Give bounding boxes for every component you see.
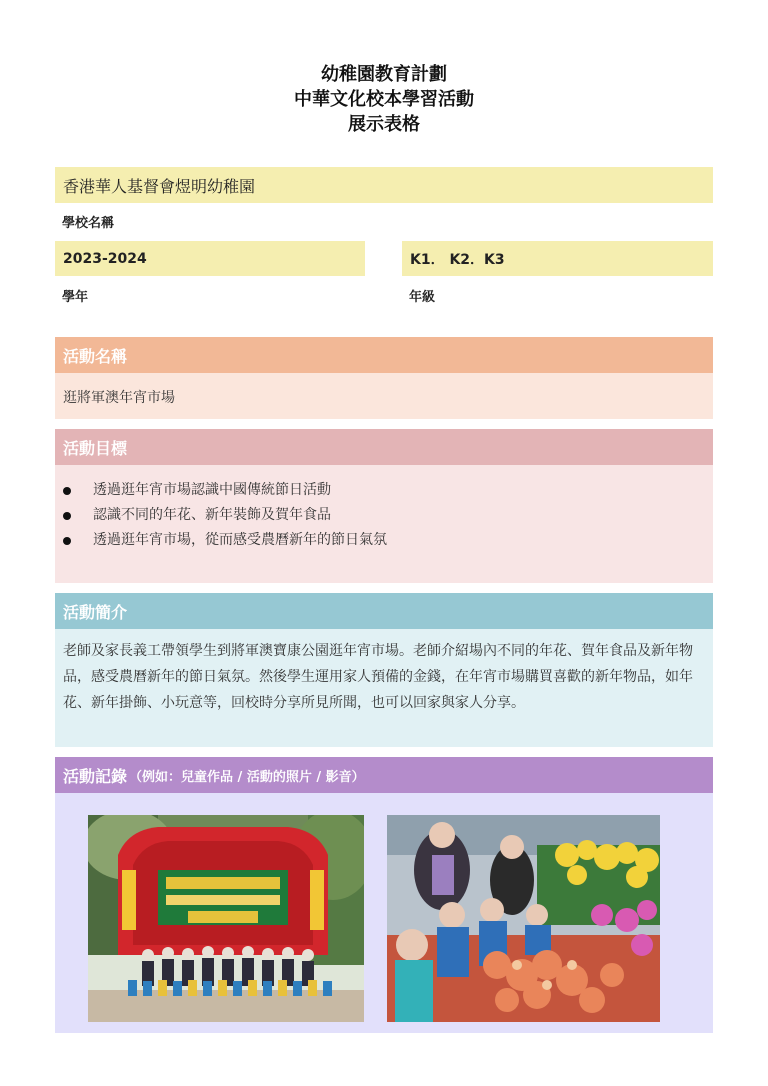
objectives-list [55, 465, 713, 553]
activity-name-heading-text: 活動名稱 [63, 346, 128, 366]
list-item: 透過逛年宵市場，從而感受農曆新年的節日氣氛 [55, 528, 713, 553]
flower-market-photo-image [387, 815, 660, 1022]
objectives-body [55, 465, 713, 583]
grade-label: 年級 [409, 290, 436, 305]
school-name-label: 學校名稱 [62, 216, 115, 231]
title-line-1: 幼稚園教育計劃 [321, 64, 447, 85]
school-year-field [55, 241, 365, 276]
group-photo [88, 815, 364, 1022]
bullet-icon [63, 512, 71, 520]
bullet-icon [63, 487, 71, 495]
intro-text: 老師及家長義工帶領學生到將軍澳寶康公園逛年宵市場。老師介紹場內不同的年花、賀年食品及新年物品，感受農曆新年的節日氣氛。然後學生運用家人預備的金錢，在年宵市場購買喜歡的新年物品，如年花、新年掛飾、小玩意等，回校時分享所見所聞，也可以回家與家人分享。 [63, 643, 693, 711]
records-heading-note: （例如：兒童作品 / 活動的照片 / 影音） [129, 769, 365, 785]
activity-name-value: 逛將軍澳年宵市場 [63, 390, 175, 406]
document-title [0, 62, 768, 137]
grade-field [402, 241, 713, 276]
school-name-value: 香港華人基督會煜明幼稚園 [63, 176, 256, 196]
school-year-label: 學年 [62, 290, 89, 305]
group-photo-image [88, 815, 364, 1022]
grade-value: K1． K2．K3 [410, 251, 505, 268]
school-year-value: 2023-2024 [63, 250, 147, 267]
records-heading-text: 活動記錄 [63, 766, 128, 786]
list-item: 透過逛年宵市場認識中國傳統節日活動 [55, 478, 713, 503]
intro-body [55, 629, 713, 747]
bullet-icon [63, 537, 71, 545]
records-heading [55, 757, 713, 793]
objectives-heading-text: 活動目標 [63, 438, 128, 458]
intro-heading-text: 活動簡介 [63, 602, 128, 622]
school-name-field [55, 167, 713, 203]
title-line-2: 中華文化校本學習活動 [294, 89, 474, 110]
activity-name-heading [55, 337, 713, 373]
flower-market-photo [387, 815, 660, 1022]
objectives-heading [55, 429, 713, 465]
activity-name-body [55, 373, 713, 419]
list-item: 認識不同的年花、新年裝飾及賀年食品 [55, 503, 713, 528]
title-line-3: 展示表格 [348, 114, 420, 135]
intro-heading [55, 593, 713, 629]
